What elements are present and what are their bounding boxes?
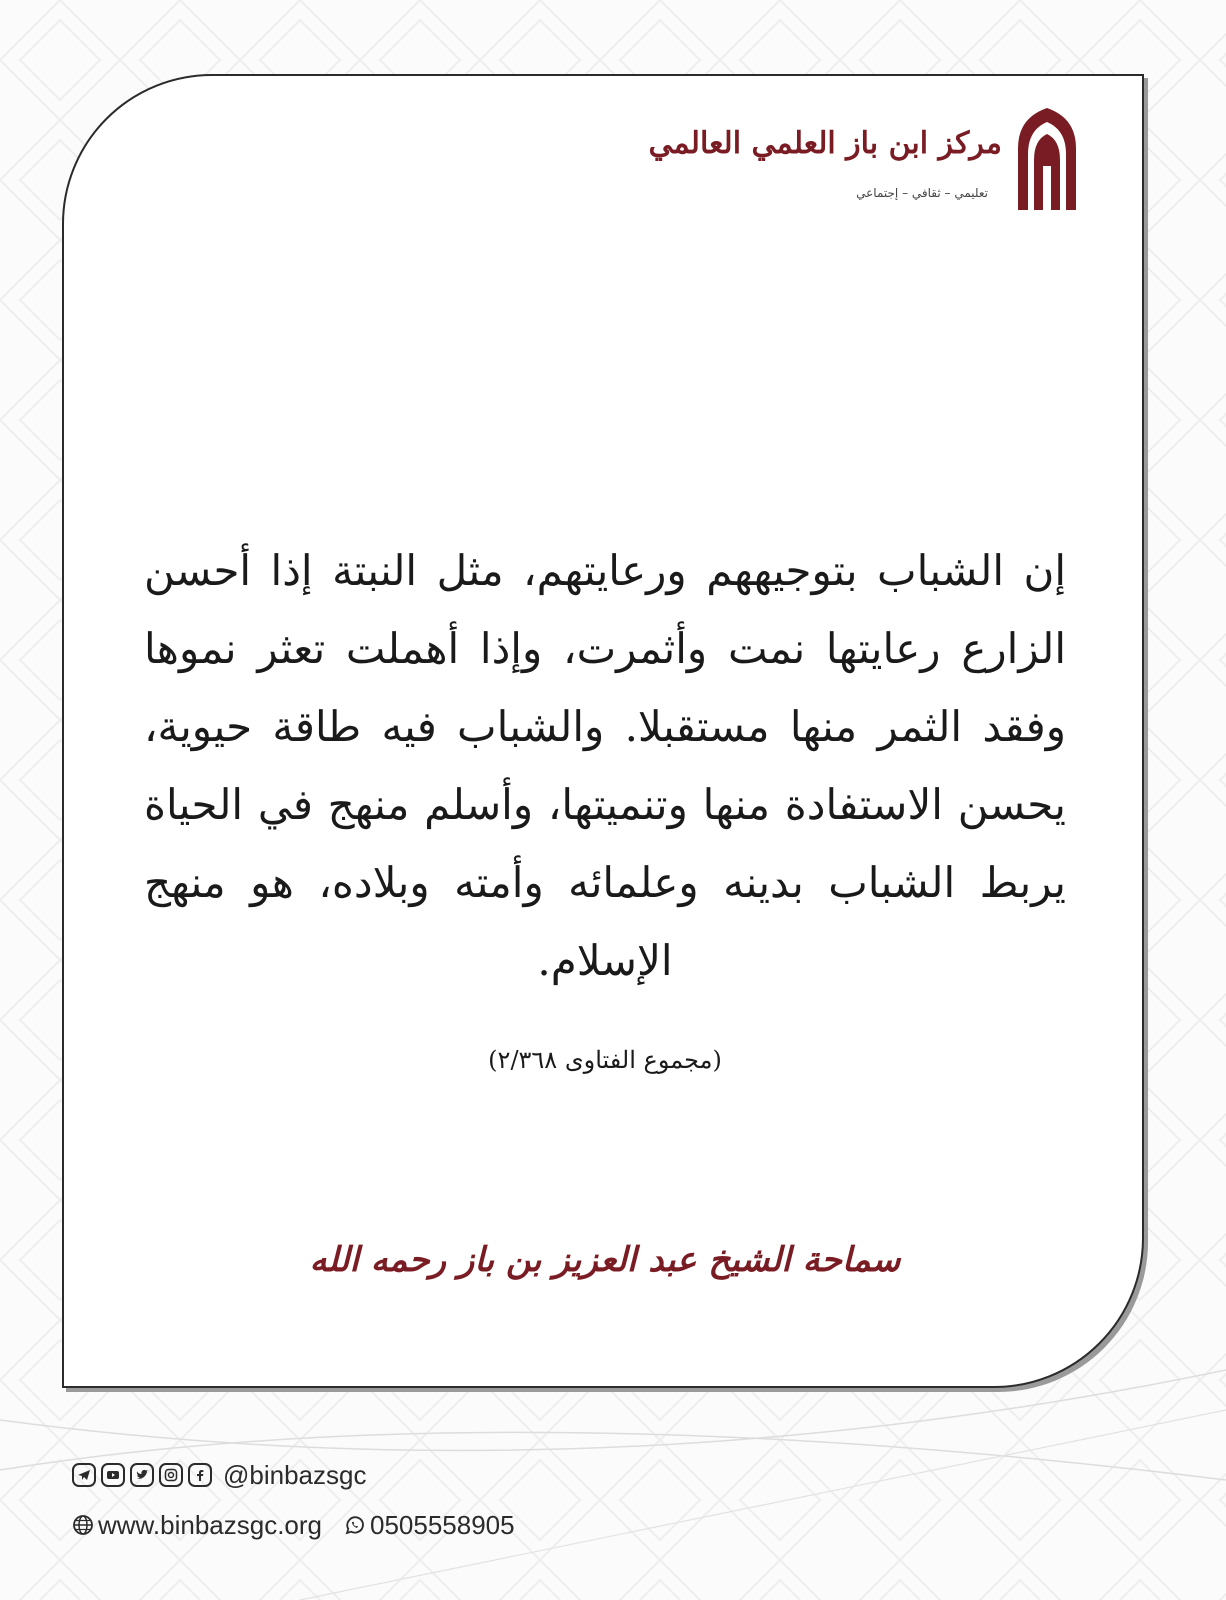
telegram-icon[interactable] (72, 1463, 96, 1487)
org-name: مركز ابن باز العلمي العالمي (648, 126, 1002, 161)
social-handle[interactable]: @binbazsgc (223, 1459, 367, 1490)
phone-number[interactable]: 0505558905 (370, 1509, 515, 1540)
facebook-icon[interactable] (188, 1463, 212, 1487)
globe-icon (72, 1514, 94, 1536)
footer (72, 1458, 515, 1558)
twitter-icon[interactable] (130, 1463, 154, 1487)
social-row (72, 1458, 515, 1492)
website-link[interactable]: www.binbazsgc.org (98, 1509, 322, 1540)
instagram-icon[interactable] (159, 1463, 183, 1487)
org-logo (648, 106, 1080, 216)
quote-text: إن الشباب بتوجيههم ورعايتهم، مثل النبتة إذا أحسن الزارع رعايتها نمت وأثمرت، وإذا أهملت تعثر نموها وفقد الثمر منها مستقبلا. والشباب فيه طاقة حيوية، يحسن الاستفادة منها وتنميتها، وأسلم منهج في الحياة يربط الشباب بدينه وعلمائه وأمته وبلاده، هو منهج الإسلام. (144, 546, 1066, 985)
org-tagline: تعليمي – ثقافي – إجتماعي (856, 186, 988, 200)
signature-calligraphy: سماحة الشيخ عبد العزيز بن باز رحمه الله (309, 1240, 901, 1280)
mosque-arch-icon (1014, 106, 1080, 210)
whatsapp-icon (344, 1514, 366, 1536)
content-card (62, 74, 1144, 1388)
contact-row (72, 1508, 515, 1542)
quote-source: (مجموع الفتاوى ٢/٣٦٨) (488, 1046, 722, 1074)
youtube-icon[interactable] (101, 1463, 125, 1487)
